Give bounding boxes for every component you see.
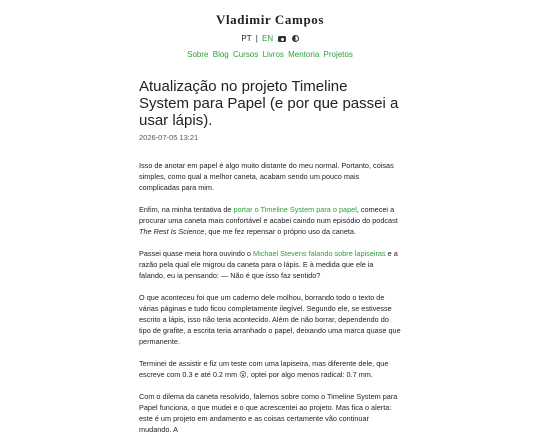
nav-item-projetos[interactable]: Projetos bbox=[323, 50, 353, 59]
post-body bbox=[139, 160, 401, 435]
nav-item-sobre[interactable]: Sobre bbox=[187, 50, 209, 59]
post-date: 2026-07-05 13:21 bbox=[139, 133, 199, 142]
timeline-paper-link[interactable]: portar o Timeline System para o papel bbox=[233, 205, 357, 214]
paragraph-2-text-a: Enfim, na minha tentativa de bbox=[139, 205, 234, 214]
language-switcher bbox=[0, 34, 540, 43]
paragraph-4: O que aconteceu foi que um caderno dele molhou, borrando todo o texto de várias páginas e tudo ficou completamente ilegível. Segundo ele, se estivesse escrito a lápis, isso não teria acontecido. Além de não borrar, dependendo do tipo de grafite, a escrita teria arranhado o papel, deixando uma marca quase que permanente. bbox=[139, 293, 401, 346]
site-title[interactable]: Vladimir Campos bbox=[215, 12, 325, 27]
paragraph-3 bbox=[139, 248, 401, 281]
lang-separator: | bbox=[255, 34, 258, 43]
paragraph-3-text-b: e a razão pela qual ele migrou da caneta para o lápis. E à medida que ele ia falando, eu ia pensando: — Não é que isso faz sentido? bbox=[139, 249, 398, 280]
paragraph-6: Com o dilema da caneta resolvido, falemos sobre como o Timeline System para Papel funciona, o que mudei e o que acrescentei ao projeto. Mas fica o alerta: este é um projeto em andamento e as coisas certamente vão continuar mudando. A bbox=[139, 392, 398, 434]
blog-post bbox=[139, 78, 401, 446]
paragraph-2 bbox=[139, 204, 401, 237]
post-title: Atualização no projeto Timeline System para Papel (e por que passei a usar lápis). bbox=[139, 78, 399, 129]
paragraph-5: Terminei de assistir e fiz um teste com uma lapiseira, mas diferente dele, que escreve com 0.3 e até 0.2 mm 😮, optei por algo menos radical: 0.7 mm. bbox=[139, 359, 389, 379]
camera-icon[interactable] bbox=[278, 36, 286, 42]
nav-item-livros[interactable]: Livros bbox=[262, 50, 284, 59]
lang-pt-link[interactable]: PT bbox=[241, 34, 252, 43]
paragraph-1: Isso de anotar em papel é algo muito distante do meu normal. Portanto, coisas simples, como qual a melhor caneta, acabam sendo um pouco mais complicadas para mim. bbox=[139, 161, 394, 192]
podcast-name: The Rest Is Science bbox=[139, 227, 205, 236]
paragraph-3-text-a: Passei quase meia hora ouvindo o bbox=[139, 249, 253, 258]
main-nav bbox=[0, 50, 540, 59]
nav-item-cursos[interactable]: Cursos bbox=[232, 50, 259, 59]
nav-item-blog[interactable]: Blog bbox=[212, 50, 229, 59]
nav-item-mentoria[interactable]: Mentoria bbox=[288, 50, 320, 59]
lang-en-link[interactable]: EN bbox=[262, 34, 274, 43]
contrast-icon[interactable] bbox=[292, 35, 299, 42]
paragraph-2-text-b: , comecei a procurar uma caneta mais confortável e acabei caindo num episódio do podcast bbox=[139, 205, 398, 225]
site-header bbox=[0, 0, 540, 59]
michael-stevens-link[interactable]: Michael Stevens falando sobre lapiseiras bbox=[253, 249, 386, 258]
paragraph-2-text-c: , que me fez repensar o próprio uso da caneta. bbox=[204, 227, 357, 236]
